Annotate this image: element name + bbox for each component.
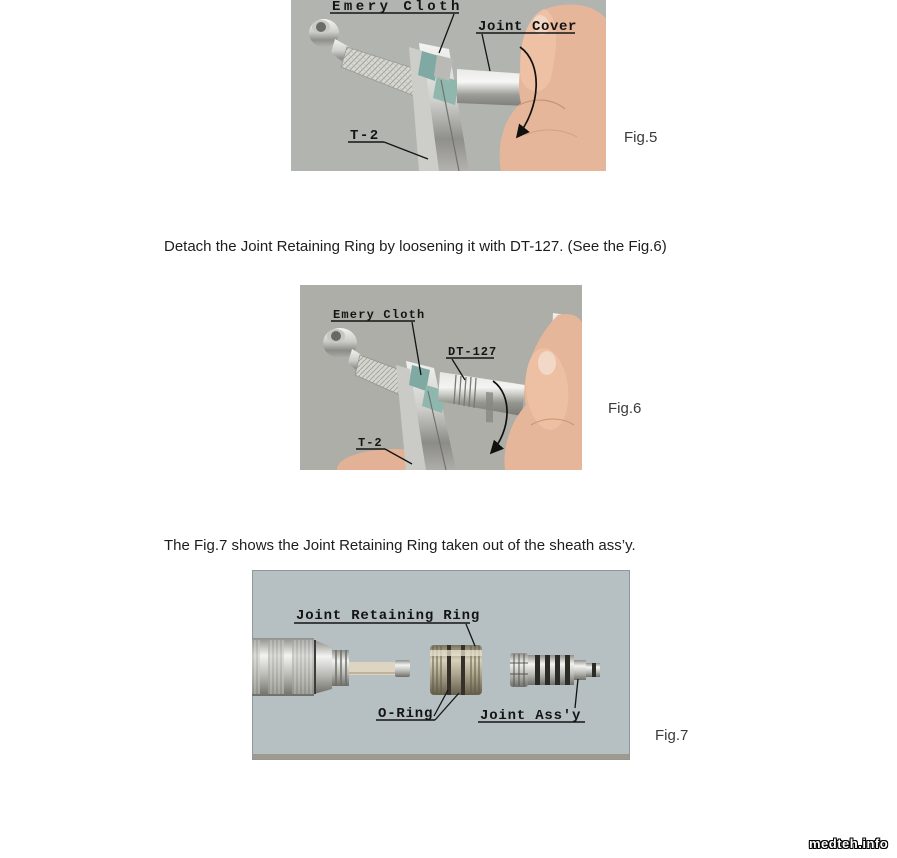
- fig5-label-joint-cover: Joint Cover: [478, 19, 578, 35]
- fig6-illustration: [300, 285, 582, 470]
- fig6-label-dt127: DT-127: [448, 345, 498, 359]
- joint-retaining-ring: [430, 645, 482, 695]
- fig5-illustration: [291, 0, 606, 171]
- fig5-label-emery-cloth: Emery Cloth: [332, 0, 463, 15]
- fig5-caption: Fig.5: [624, 129, 658, 146]
- fig6-caption: Fig.6: [608, 400, 642, 417]
- fig5-photo: [291, 0, 606, 171]
- fig7-label-joint-assy: Joint Ass'y: [480, 708, 582, 724]
- instruction-detach: Detach the Joint Retaining Ring by loosening it with DT-127. (See the Fig.6): [164, 238, 667, 255]
- fig7-illustration: [252, 570, 630, 760]
- fig7-label-joint-retaining-ring: Joint Retaining Ring: [296, 608, 481, 624]
- fig7-label-o-ring: O-Ring: [378, 706, 434, 722]
- instruction-fig7: The Fig.7 shows the Joint Retaining Ring taken out of the sheath ass’y.: [164, 537, 636, 554]
- fig5-label-t2: T-2: [350, 128, 380, 144]
- site-watermark: medteh.info: [809, 836, 889, 851]
- fig7-caption: Fig.7: [655, 727, 689, 744]
- fig7-photo: [252, 570, 630, 760]
- fig6-photo: [300, 285, 582, 470]
- fig6-label-emery-cloth: Emery Cloth: [333, 308, 426, 322]
- fig6-label-t2: T-2: [358, 436, 383, 450]
